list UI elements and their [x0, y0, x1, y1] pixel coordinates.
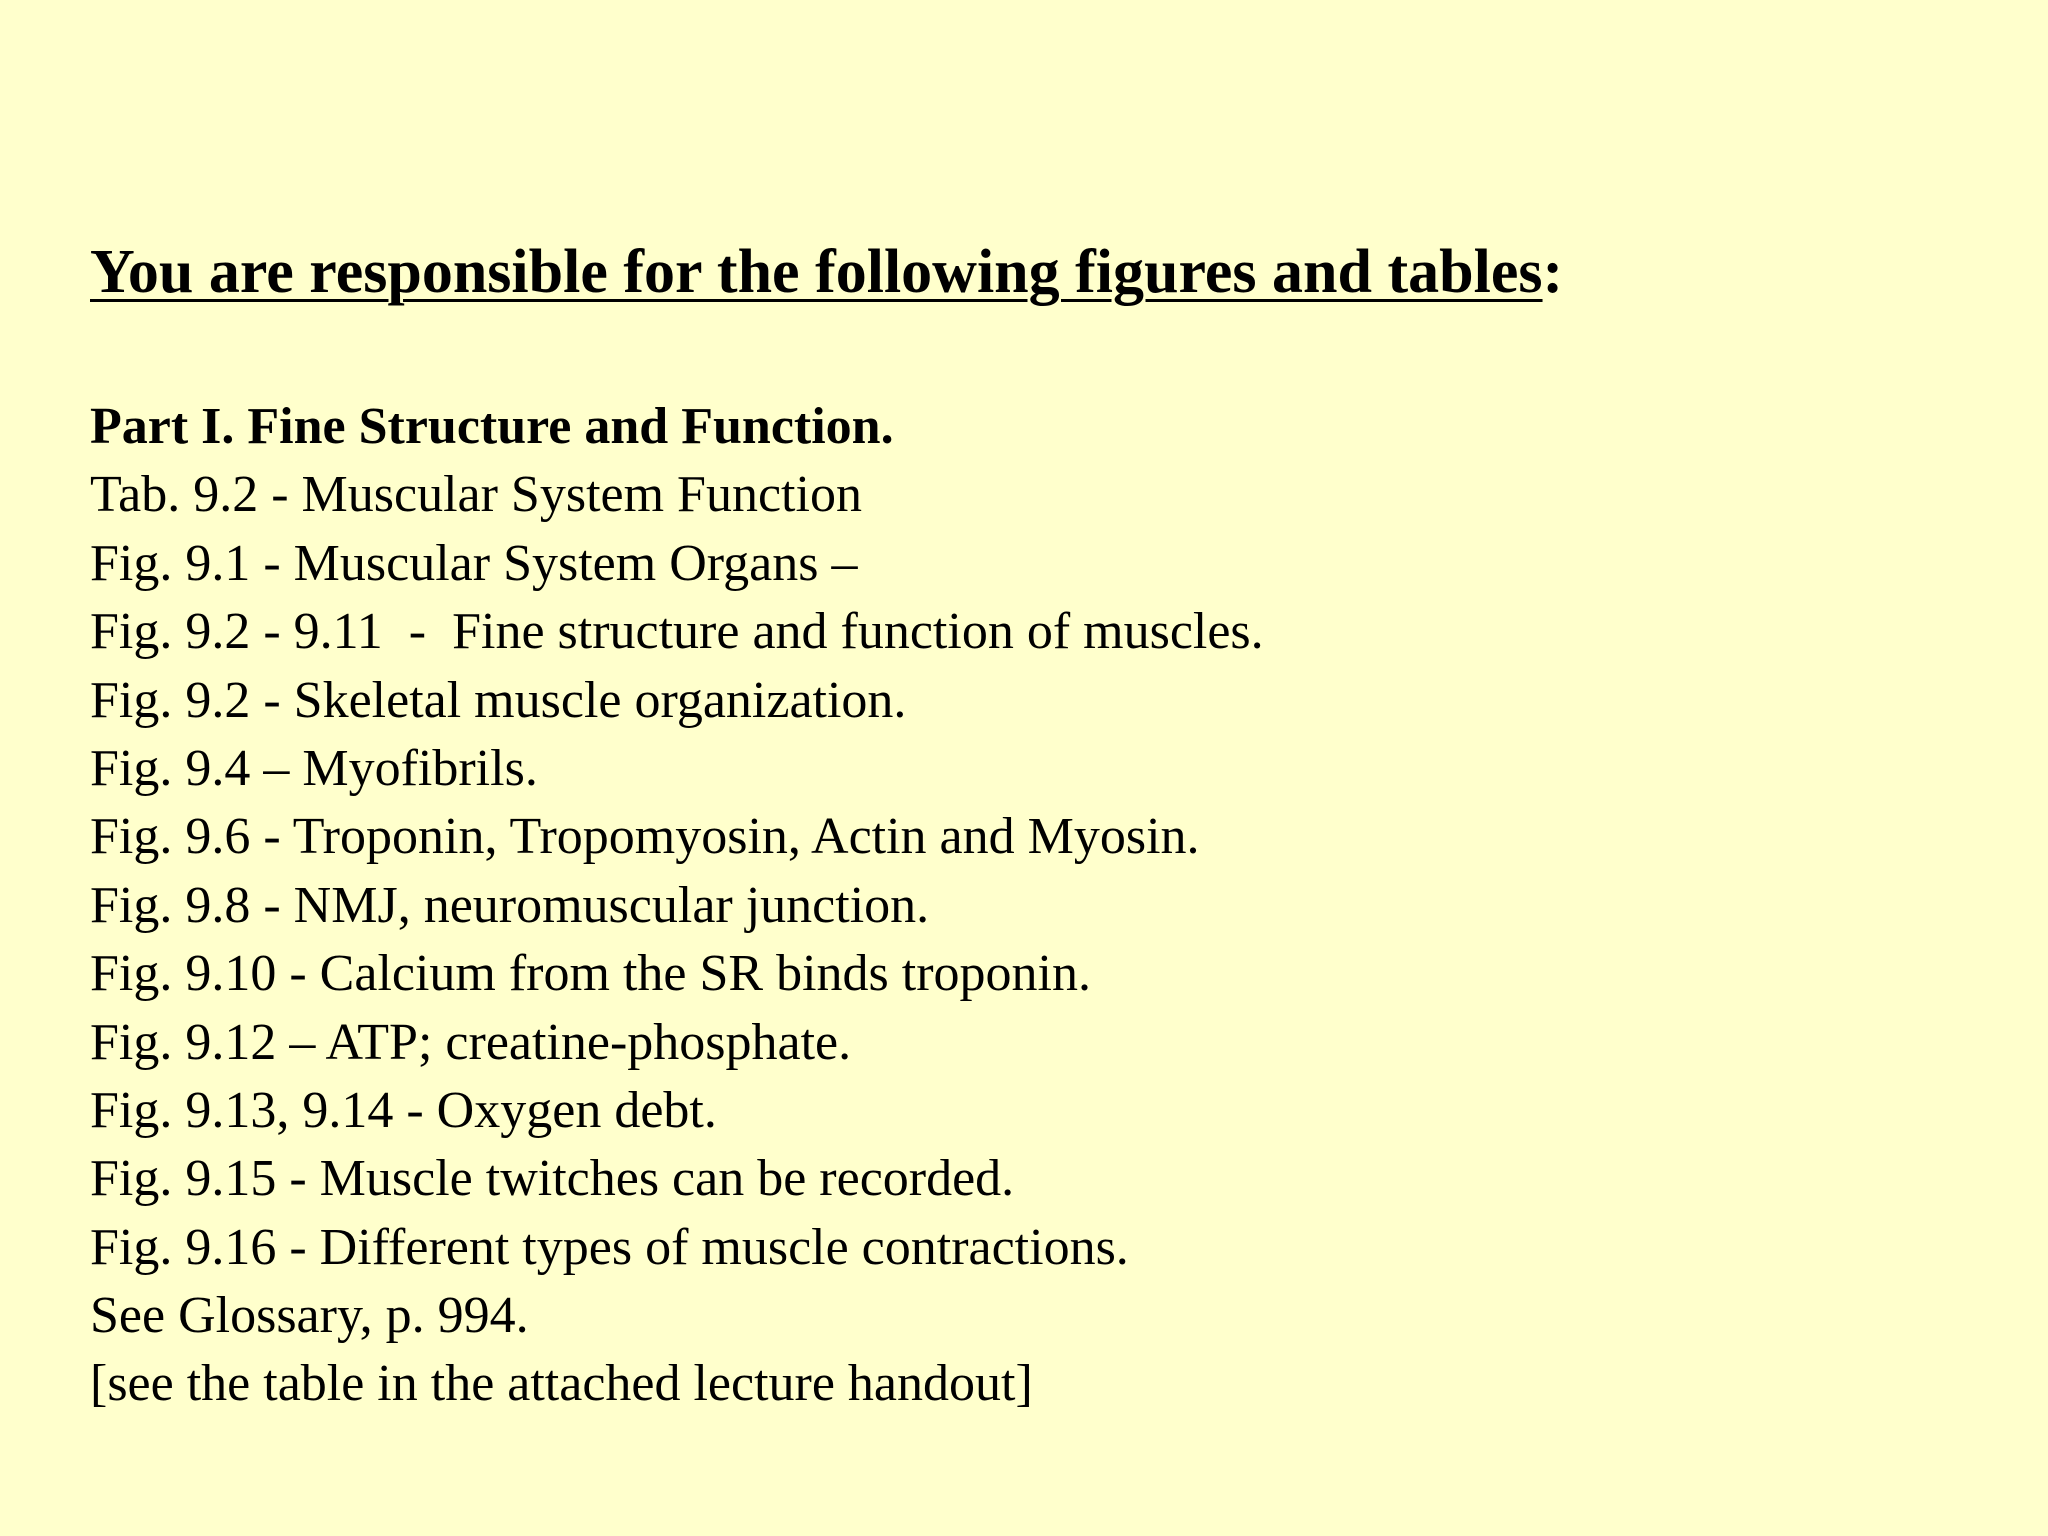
list-item-fig-9-4: Fig. 9.4 – Myofibrils. [90, 739, 538, 797]
list-item-fig-9-15: Fig. 9.15 - Muscle twitches can be recorded. [90, 1150, 1015, 1208]
list-item-fig-9-10: Fig. 9.10 - Calcium from the SR binds troponin. [90, 945, 1091, 1003]
section-heading: Part I. Fine Structure and Function. [90, 398, 894, 455]
list-item-tab-9-2: Tab. 9.2 - Muscular System Function [90, 466, 862, 524]
list-item-fig-9-2-9-11: Fig. 9.2 - 9.11 - Fine structure and function of muscles. [90, 603, 1264, 661]
list-item-fig-9-12: Fig. 9.12 – ATP; creatine-phosphate. [90, 1013, 852, 1071]
list-item-fig-9-1: Fig. 9.1 - Muscular System Organs – [90, 534, 858, 592]
glossary-reference: See Glossary, p. 994. [90, 1287, 529, 1345]
list-item-fig-9-16: Fig. 9.16 - Different types of muscle contractions. [90, 1218, 1129, 1276]
slide-title-underlined: You are responsible for the following figures and tables [90, 238, 1543, 306]
slide-title-colon: : [1542, 238, 1564, 306]
list-item-fig-9-6: Fig. 9.6 - Troponin, Tropomyosin, Actin and Myosin. [90, 808, 1200, 866]
slide-body [90, 393, 1990, 1419]
list-item-fig-9-2: Fig. 9.2 - Skeletal muscle organization. [90, 671, 907, 729]
list-item-fig-9-13-9-14: Fig. 9.13, 9.14 - Oxygen debt. [90, 1081, 717, 1139]
slide-title [90, 232, 1563, 312]
list-item-fig-9-8: Fig. 9.8 - NMJ, neuromuscular junction. [90, 876, 930, 934]
handout-note: [see the table in the attached lecture handout] [90, 1355, 1033, 1413]
